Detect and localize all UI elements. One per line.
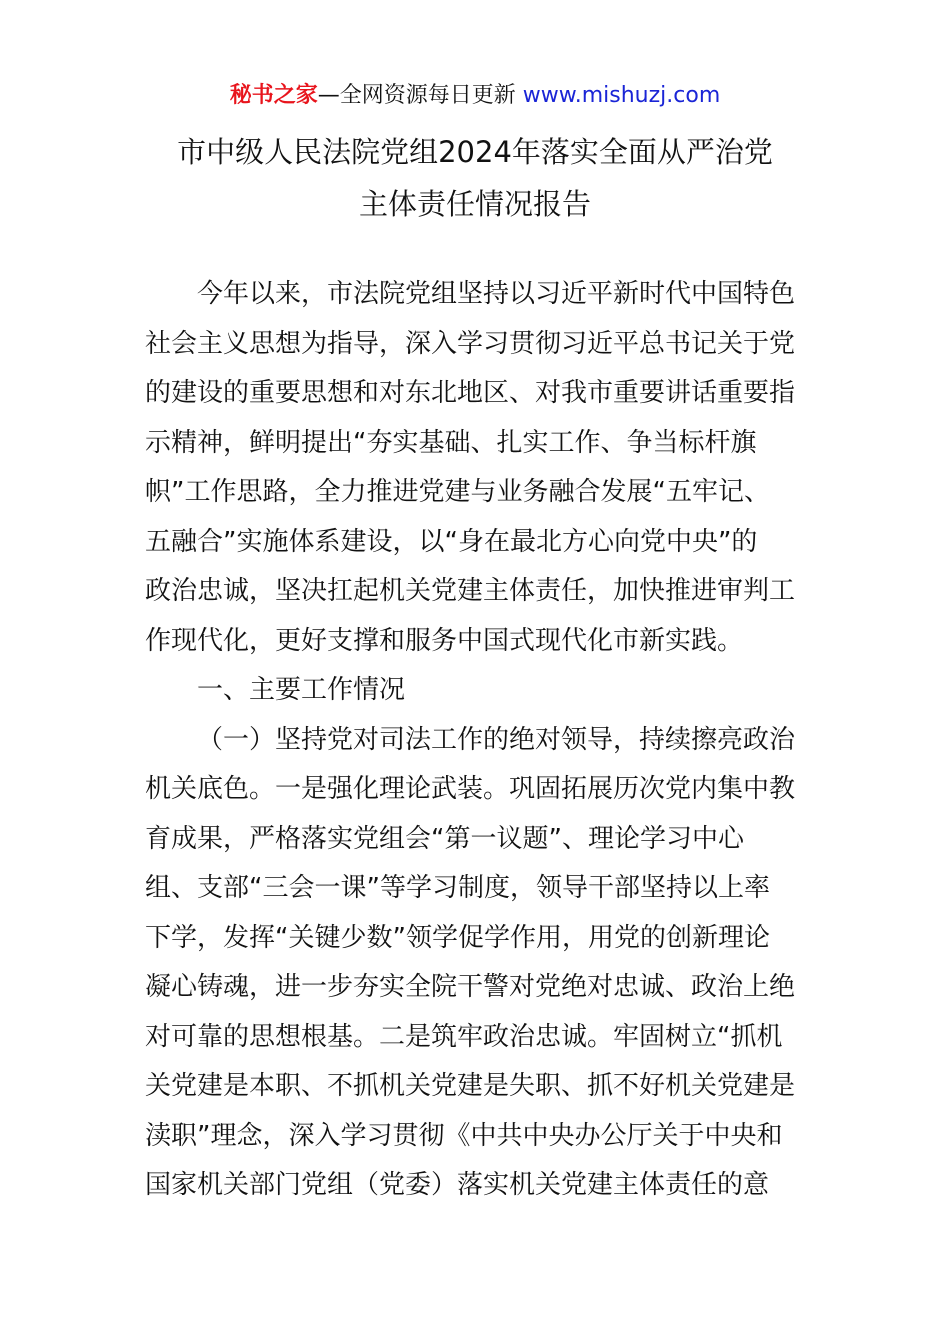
paragraph-line: 关党建是本职、不抓机关党建是失职、抓不好机关党建是	[145, 1071, 796, 1101]
paragraph-line: 五融合”实施体系建设，以“身在最北方心向党中央”的	[145, 526, 758, 557]
section-heading: 一、主要工作情况	[197, 675, 406, 705]
site-url[interactable]: www.mishuzj.com	[522, 83, 721, 108]
title-line-1: 市中级人民法院党组2024年落实全面从严治党	[177, 135, 773, 169]
paragraph-line: 的建设的重要思想和对东北地区、对我市重要讲话重要指	[145, 378, 796, 408]
title-line-2: 主体责任情况报告	[358, 187, 591, 221]
site-tagline: —全网资源每日更新	[317, 83, 523, 108]
document-title	[0, 126, 950, 230]
paragraph-line: 今年以来，市法院党组坚持以习近平新时代中国特色	[197, 279, 796, 309]
paragraph-line: 凝心铸魂，进一步夯实全院干警对党绝对忠诚、政治上绝	[145, 972, 796, 1002]
paragraph-line: 育成果，严格落实党组会“第一议题”、理论学习中心	[145, 823, 744, 854]
paragraph-line: 对可靠的思想根基。二是筑牢政治忠诚。牢固树立“抓机	[145, 1021, 783, 1052]
document-body	[145, 270, 810, 1211]
paragraph-line: 社会主义思想为指导，深入学习贯彻习近平总书记关于党	[145, 328, 796, 359]
paragraph-line: 机关底色。一是强化理论武装。巩固拓展历次党内集中教	[145, 774, 796, 804]
paragraph-line: 政治忠诚，坚决扛起机关党建主体责任，加快推进审判工	[145, 576, 796, 606]
paragraph-line: 作现代化，更好支撑和服务中国式现代化市新实践。	[145, 625, 744, 656]
paragraph-line: 组、支部“三会一课”等学习制度，领导干部坚持以上率	[145, 873, 770, 903]
site-header	[0, 80, 950, 112]
paragraph-line: （一）坚持党对司法工作的绝对领导，持续擦亮政治	[197, 724, 796, 755]
site-brand: 秘书之家	[229, 83, 318, 108]
paragraph-line: 帜”工作思路，全力推进党建与业务融合发展“五牢记、	[145, 477, 770, 507]
paragraph-line: 下学，发挥“关键少数”领学促学作用，用党的创新理论	[145, 922, 770, 953]
paragraph-line: 渎职”理念，深入学习贯彻《中共中央办公厅关于中央和	[145, 1120, 783, 1151]
paragraph-line: 国家机关部门党组（党委）落实机关党建主体责任的意	[145, 1170, 770, 1200]
paragraph-line: 示精神，鲜明提出“夯实基础、扎实工作、争当标杆旗	[145, 427, 757, 458]
